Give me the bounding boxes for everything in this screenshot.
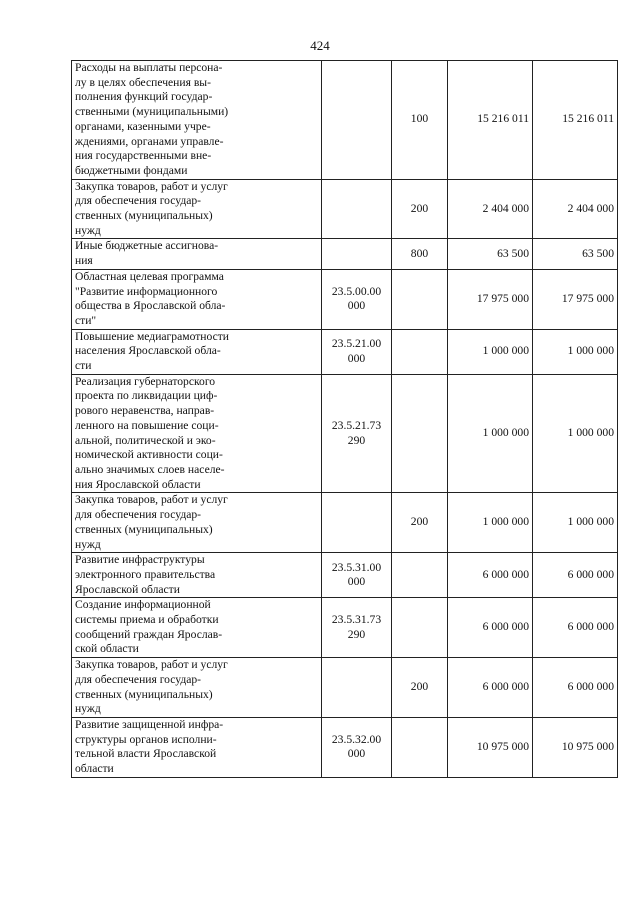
target-article-code-cell	[322, 239, 392, 269]
amount-cell-1: 1 000 000	[448, 374, 533, 493]
target-article-code-cell	[322, 553, 392, 598]
item-name-line: ственных (муниципальных)	[75, 687, 213, 701]
expense-type-cell	[392, 717, 448, 777]
target-article-code-line: 000	[347, 351, 366, 365]
item-name-line: Ярославской области	[75, 582, 180, 596]
amount-cell-1: 1 000 000	[448, 329, 533, 374]
target-article-code-cell	[322, 493, 392, 553]
item-name-line: ния	[75, 254, 93, 268]
amount-cell-1: 63 500	[448, 239, 533, 269]
expense-type-cell	[392, 553, 448, 598]
table-row	[72, 374, 618, 493]
table-row	[72, 179, 618, 239]
item-name-cell	[72, 658, 322, 718]
item-name-line: населения Ярославской обла-	[75, 344, 221, 358]
table-row	[72, 553, 618, 598]
item-name-line: нужд	[75, 537, 101, 551]
item-name-line: для обеспечения государ-	[75, 508, 202, 522]
expense-type-cell	[392, 598, 448, 658]
table-row	[72, 329, 618, 374]
item-name-line: полнения функций государ-	[75, 90, 213, 104]
amount-cell-2: 6 000 000	[533, 553, 618, 598]
item-name-line: ленного на повышение соци-	[75, 418, 219, 432]
item-name-line: Повышение медиаграмотности	[75, 329, 229, 343]
target-article-code-line: 23.5.00.00	[331, 284, 382, 298]
item-name-line: ственных (муниципальных)	[75, 209, 213, 223]
item-name-line: нужд	[75, 702, 101, 716]
item-name-line: органами, казенными учре-	[75, 119, 211, 133]
expense-type-cell	[392, 329, 448, 374]
item-name-line: сти	[75, 359, 92, 373]
amount-cell-1: 6 000 000	[448, 658, 533, 718]
amount-cell-2: 10 975 000	[533, 717, 618, 777]
item-name-line: проекта по ликвидации циф-	[75, 389, 218, 403]
table-row	[72, 658, 618, 718]
expense-type-cell: 200	[392, 493, 448, 553]
item-name-line: ждениями, органами управле-	[75, 134, 224, 148]
item-name-line: Развитие инфраструктуры	[75, 553, 205, 567]
item-name-line: рового неравенства, направ-	[75, 404, 215, 418]
item-name-line: системы приема и обработки	[75, 613, 219, 627]
target-article-code-line: 23.5.31.00	[331, 560, 382, 574]
expense-type-cell	[392, 269, 448, 329]
item-name-line: электронного правительства	[75, 567, 216, 581]
target-article-code-line: 23.5.21.00	[331, 337, 382, 350]
amount-cell-2: 15 216 011	[533, 61, 618, 180]
target-article-code-line: 290	[347, 433, 366, 447]
amount-cell-2: 17 975 000	[533, 269, 618, 329]
item-name-line: сообщений граждан Ярослав-	[75, 627, 223, 641]
amount-cell-2: 6 000 000	[533, 658, 618, 718]
expense-type-cell: 200	[392, 179, 448, 239]
table-row	[72, 269, 618, 329]
item-name-line: для обеспечения государ-	[75, 672, 202, 686]
item-name-line: Иные бюджетные ассигнова-	[75, 239, 219, 253]
item-name-cell	[72, 598, 322, 658]
target-article-code-cell	[322, 598, 392, 658]
item-name-line: альной, политической и эко-	[75, 433, 216, 447]
amount-cell-2: 1 000 000	[533, 329, 618, 374]
item-name-line: области	[75, 762, 114, 776]
page-number: 424	[310, 38, 330, 53]
amount-cell-1: 1 000 000	[448, 493, 533, 553]
item-name-line: ственных (муниципальных)	[75, 522, 213, 536]
expense-type-cell: 200	[392, 658, 448, 718]
item-name-cell	[72, 553, 322, 598]
item-name-line: ской области	[75, 642, 139, 656]
item-name-cell	[72, 179, 322, 239]
expense-type-cell: 100	[392, 61, 448, 180]
amount-cell-1: 17 975 000	[448, 269, 533, 329]
target-article-code-cell	[322, 717, 392, 777]
table-row	[72, 717, 618, 777]
table-row	[72, 239, 618, 269]
table-row	[72, 598, 618, 658]
expense-type-cell	[392, 374, 448, 493]
target-article-code-cell	[322, 179, 392, 239]
item-name-line: Закупка товаров, работ и услуг	[75, 179, 228, 193]
expense-type-cell: 800	[392, 239, 448, 269]
item-name-line: сти"	[75, 313, 97, 327]
amount-cell-2: 1 000 000	[533, 493, 618, 553]
item-name-line: структуры органов исполни-	[75, 732, 217, 746]
item-name-line: лу в целях обеспечения вы-	[75, 75, 211, 89]
budget-table	[71, 60, 618, 778]
item-name-line: ально значимых слоев населе-	[75, 462, 225, 476]
item-name-line: ственными (муниципальными)	[75, 105, 229, 119]
item-name-cell	[72, 61, 322, 180]
amount-cell-2: 1 000 000	[533, 374, 618, 493]
item-name-cell	[72, 493, 322, 553]
target-article-code-cell	[322, 658, 392, 718]
item-name-line: ния государственными вне-	[75, 149, 212, 163]
target-article-code-cell	[322, 61, 392, 180]
item-name-line: тельной власти Ярославской	[75, 747, 217, 761]
amount-cell-1: 10 975 000	[448, 717, 533, 777]
item-name-line: общества в Ярославской обла-	[75, 299, 226, 313]
amount-cell-2: 6 000 000	[533, 598, 618, 658]
target-article-code-line: 000	[347, 299, 366, 313]
item-name-line: ния Ярославской области	[75, 477, 201, 491]
item-name-line: бюджетными фондами	[75, 163, 188, 177]
table-row	[72, 61, 618, 180]
item-name-line: номической активности соци-	[75, 448, 223, 462]
item-name-cell	[72, 329, 322, 374]
target-article-code-cell	[322, 374, 392, 493]
item-name-cell	[72, 269, 322, 329]
amount-cell-1: 15 216 011	[448, 61, 533, 180]
target-article-code-line: 000	[347, 575, 366, 589]
item-name-line: для обеспечения государ-	[75, 194, 202, 208]
amount-cell-1: 2 404 000	[448, 179, 533, 239]
amount-cell-1: 6 000 000	[448, 598, 533, 658]
amount-cell-2: 63 500	[533, 239, 618, 269]
item-name-line: Закупка товаров, работ и услуг	[75, 658, 228, 672]
amount-cell-1: 6 000 000	[448, 553, 533, 598]
item-name-line: Расходы на выплаты персона-	[75, 61, 223, 74]
item-name-line: нужд	[75, 223, 101, 237]
budget-table-body	[72, 61, 618, 778]
item-name-line: Реализация губернаторского	[75, 374, 216, 388]
target-article-code-line: 23.5.32.00	[331, 732, 382, 746]
table-row	[72, 493, 618, 553]
target-article-code-line: 290	[347, 627, 366, 641]
target-article-code-line: 23.5.21.73	[331, 418, 382, 432]
item-name-cell	[72, 374, 322, 493]
item-name-line: Областная целевая программа	[75, 269, 224, 283]
item-name-line: Закупка товаров, работ и услуг	[75, 493, 228, 507]
item-name-line: Создание информационной	[75, 598, 211, 612]
item-name-line: "Развитие информационного	[75, 284, 218, 298]
amount-cell-2: 2 404 000	[533, 179, 618, 239]
item-name-cell	[72, 239, 322, 269]
target-article-code-cell	[322, 329, 392, 374]
item-name-cell	[72, 717, 322, 777]
target-article-code-cell	[322, 269, 392, 329]
target-article-code-line: 23.5.31.73	[331, 613, 382, 627]
item-name-line: Развитие защищенной инфра-	[75, 717, 224, 731]
target-article-code-line: 000	[347, 747, 366, 761]
